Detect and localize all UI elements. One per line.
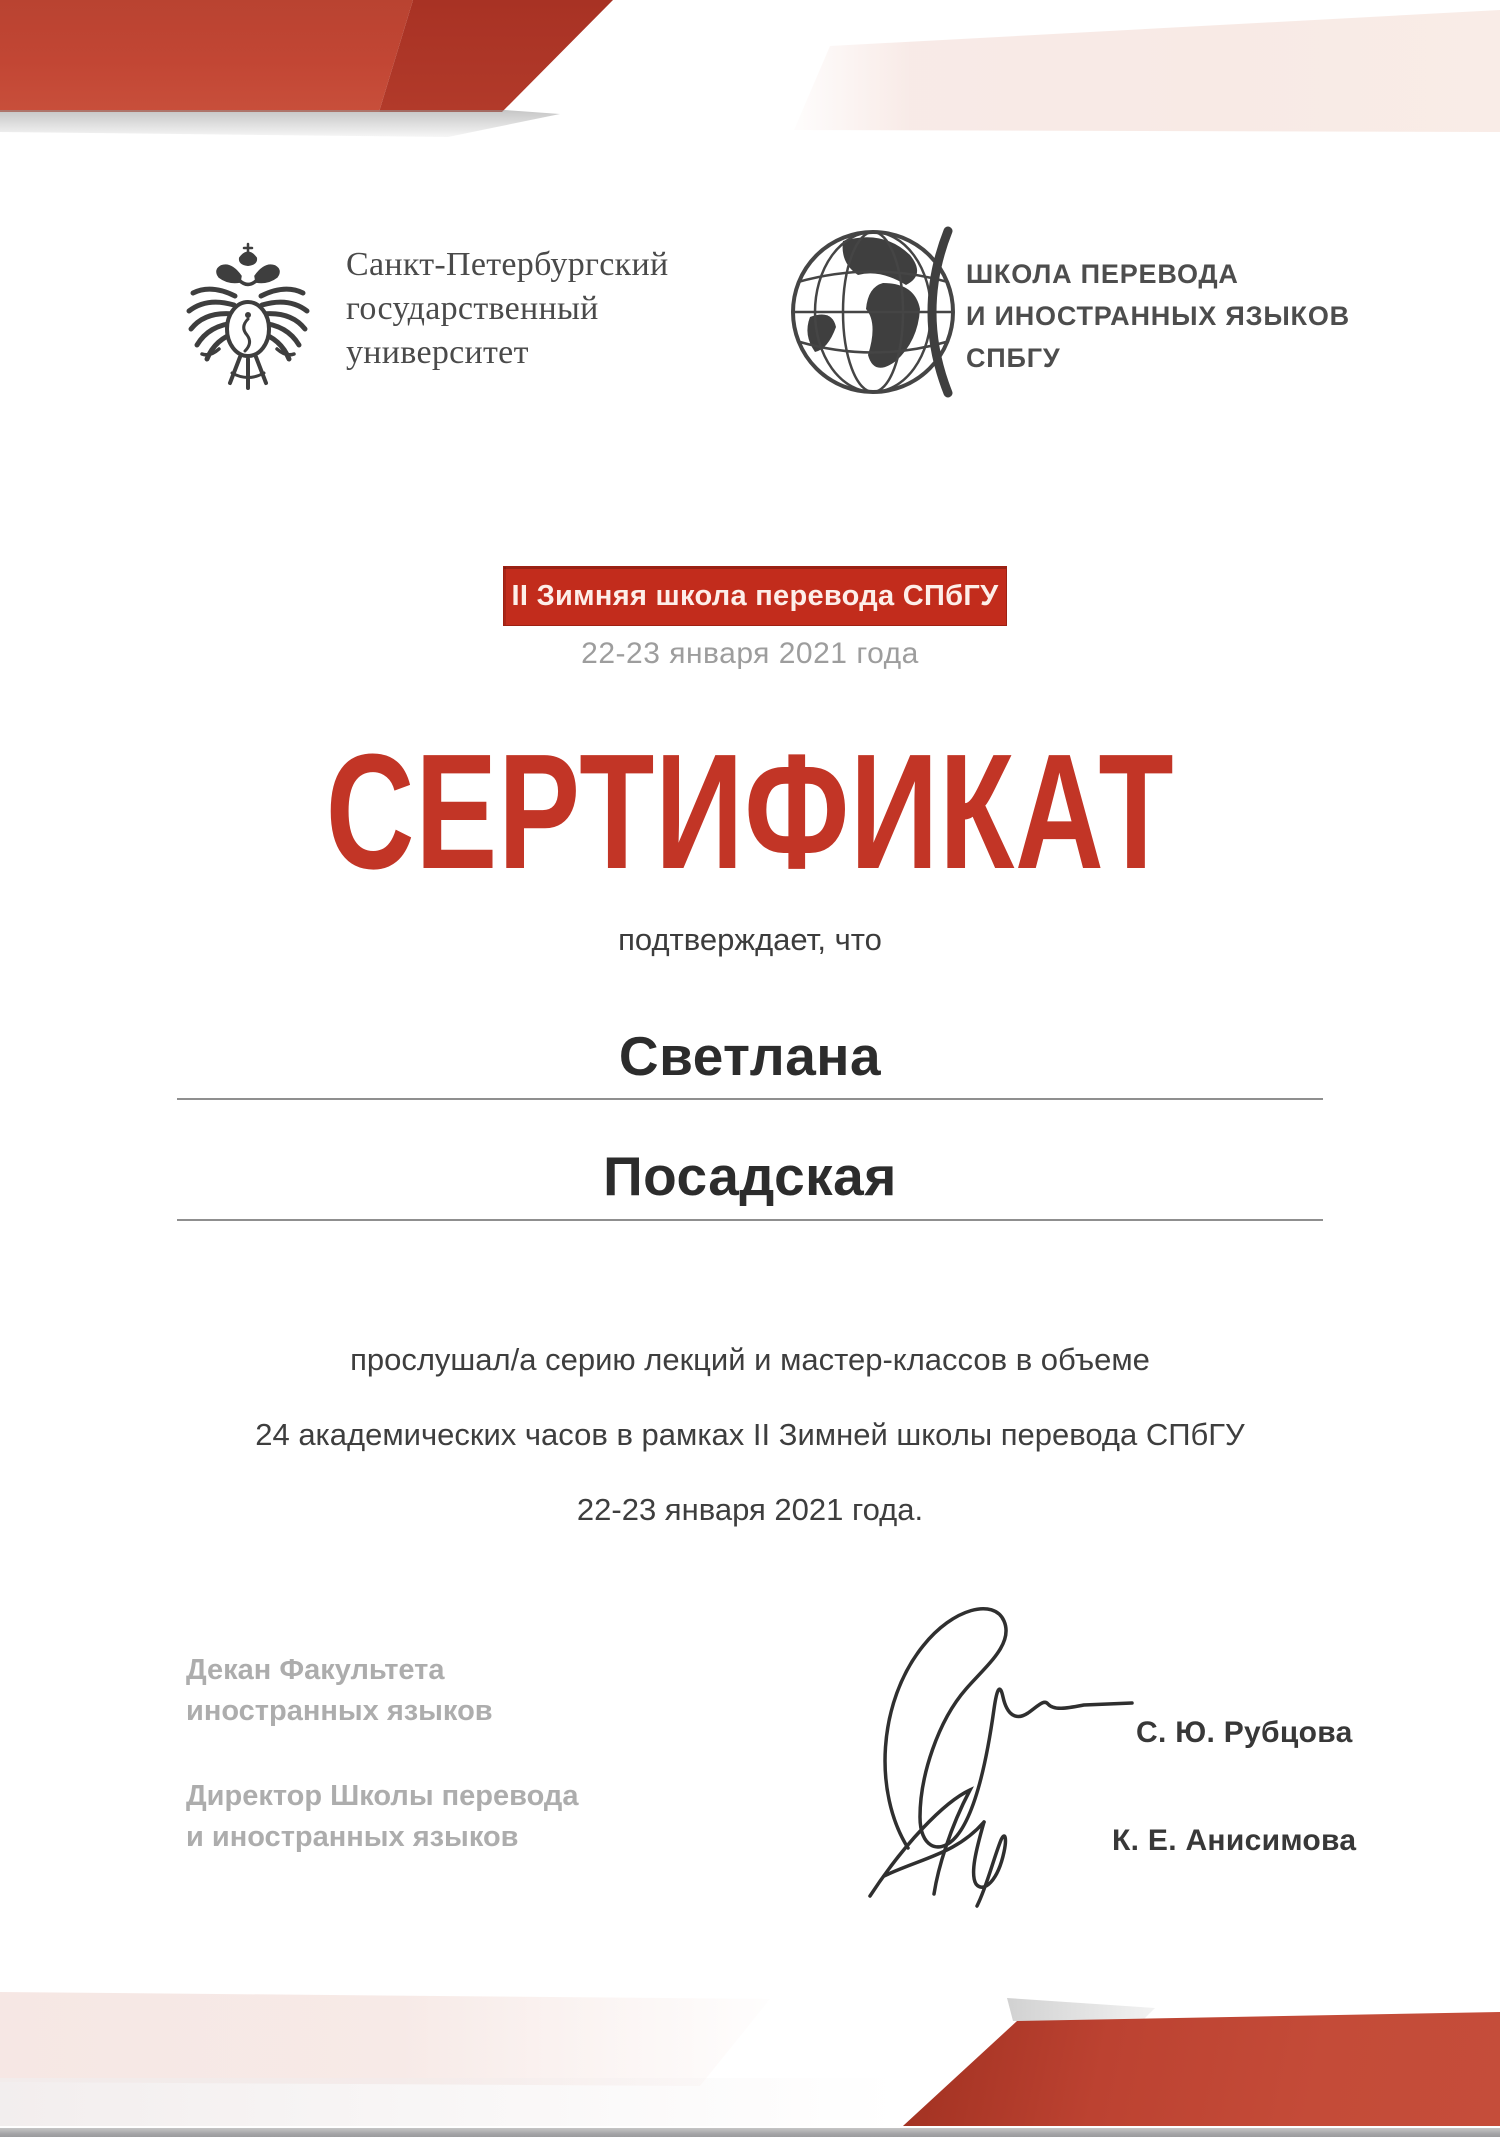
school-name-line3: СПБГУ: [966, 343, 1061, 373]
event-badge: [503, 566, 1007, 626]
recipient-last-name: Посадская: [603, 1145, 897, 1207]
top-left-ribbon-shadow: [0, 110, 580, 142]
signatory-name-rubtsova: С. Ю. Рубцова: [1136, 1716, 1353, 1749]
signature-anisimova-icon: [856, 1784, 1068, 1912]
bottom-left-pink-ribbon: [0, 1990, 800, 2090]
school-name: [966, 253, 1350, 379]
event-dates: 22-23 января 2021 года: [581, 637, 919, 670]
signatory-name-anisimova: К. Е. Анисимова: [1112, 1824, 1357, 1857]
spbu-eagle-logo-icon: [183, 241, 313, 396]
certificate-title: СЕРТИФИКАТ: [325, 720, 1175, 903]
globe-icon: [788, 223, 970, 405]
event-badge-label: II Зимняя школа перевода СПбГУ: [511, 579, 999, 612]
confirms-label: подтверждает, что: [618, 922, 882, 957]
director-role-line1: Директор Школы перевода: [186, 1780, 579, 1812]
bottom-right-red-ribbon: [880, 2010, 1500, 2137]
top-right-pink-ribbon: [780, 0, 1500, 135]
university-name: [346, 243, 668, 375]
body-line1: прослушал/а серию лекций и мастер-классов в объеме: [350, 1342, 1150, 1377]
body-line3: 22-23 января 2021 года.: [576, 1492, 924, 1527]
last-name-underline: [177, 1219, 1323, 1221]
certificate-body: [0, 1322, 1500, 1547]
school-name-line1: ШКОЛА ПЕРЕВОДА: [966, 259, 1239, 289]
bottom-gray-bar: [0, 2126, 1500, 2137]
recipient-first-name: Светлана: [618, 1025, 882, 1087]
first-name-underline: [177, 1098, 1323, 1100]
signatory-role-dean: [186, 1650, 493, 1732]
school-name-line2: И ИНОСТРАННЫХ ЯЗЫКОВ: [966, 301, 1350, 331]
university-name-line3: университет: [346, 334, 529, 371]
body-line2: 24 академических часов в рамках II Зимней школы перевода СПбГУ: [255, 1417, 1245, 1452]
bottom-left-pink-ribbon-fade: [0, 2078, 900, 2126]
dean-role-line2: иностранных языков: [186, 1695, 493, 1727]
director-role-line2: и иностранных языков: [186, 1821, 519, 1853]
university-name-line1: Санкт-Петербургский: [346, 246, 669, 283]
dean-role-line1: Декан Факультета: [186, 1654, 445, 1686]
signatory-role-director: [186, 1776, 578, 1858]
university-name-line2: государственный: [346, 290, 599, 327]
